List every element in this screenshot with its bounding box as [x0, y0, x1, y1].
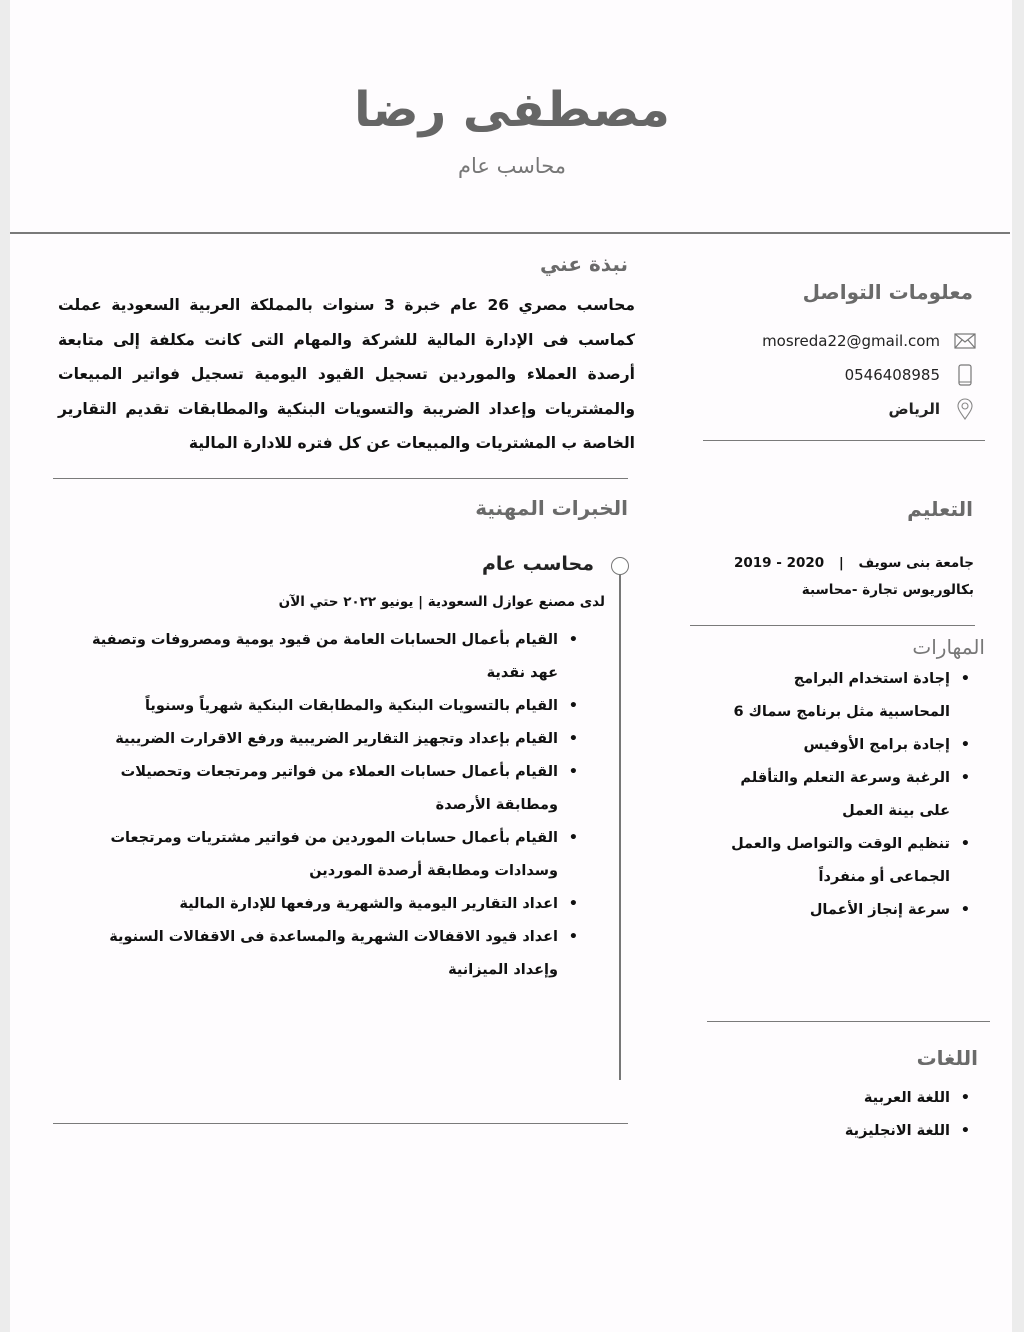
contact-phone[interactable]: 0546408985: [762, 358, 976, 392]
contact-email[interactable]: mosreda22@gmail.com: [762, 324, 976, 358]
skill-item: • الرغبة وسرعة التعلم والتأقلم على بينة العمل: [724, 762, 950, 828]
skills-list: [724, 663, 972, 927]
degree: بكالوريوس تجارة -محاسبة: [801, 582, 974, 598]
languages-heading: اللغات: [916, 1046, 978, 1070]
contact-location: الرياض: [762, 392, 976, 426]
skill-item: • إجادة استخدام البرامج المحاسبية مثل برنامج سماك 6: [724, 663, 950, 729]
education-divider: [690, 625, 975, 626]
experience-heading: الخبرات المهنية: [475, 496, 628, 520]
duty-item: • اعداد قيود الاقفالات الشهرية والمساعدة فى الاقفالات السنوية وإعداد الميزانية: [88, 921, 558, 987]
duty-item: • القيام بأعمال حسابات العملاء من فواتير ومرتجعات وتحصيلات ومطابقة الأرصدة: [88, 756, 558, 822]
envelope-icon: [954, 330, 976, 352]
duties-list: [88, 624, 580, 987]
contact-divider: [703, 440, 985, 441]
education-line: جامعة بنى سويف | 2019 - 2020: [734, 555, 974, 571]
skill-item: • تنظيم الوقت والتواصل والعمل الجماعى أو منفرداً: [724, 828, 950, 894]
duty-item: • اعداد التقارير اليومية والشهرية ورفعها للإدارة المالية: [88, 888, 558, 921]
languages-list: [845, 1082, 972, 1148]
phone-icon: [954, 364, 976, 386]
duty-item: • القيام بالتسويات البنكية والمطابقات البنكية شهرياً وسنوياً: [88, 690, 558, 723]
contact-heading: معلومات التواصل: [802, 280, 973, 304]
university: جامعة بنى سويف: [858, 555, 974, 571]
location-pin-icon: [954, 398, 976, 420]
skill-item: • سرعة إنجاز الأعمال: [724, 894, 950, 927]
education-heading: التعليم: [907, 497, 973, 521]
experience-divider: [53, 1123, 628, 1124]
education-years: 2019 - 2020: [734, 555, 825, 571]
skill-item: • إجادة برامج الأوفيس: [724, 729, 950, 762]
timeline-circle: [611, 557, 629, 575]
timeline-line: [619, 575, 621, 1080]
job-title: محاسب عام: [481, 553, 594, 575]
header-divider: [10, 232, 1010, 234]
candidate-title: محاسب عام: [457, 154, 567, 178]
about-divider: [53, 478, 628, 479]
duty-item: • القيام بإعداد وتجهيز التقارير الضريبية ورفع الاقرارت الضريبية: [88, 723, 558, 756]
duty-item: • القيام بأعمال الحسابات العامة من قيود يومية ومصروفات وتصفية عهد نقدية: [88, 624, 558, 690]
skills-heading: المهارات: [912, 635, 985, 659]
duty-item: • القيام بأعمال حسابات الموردين من فواتير مشتريات ومرتجعات وسدادات ومطابقة أرصدة الموردين: [88, 822, 558, 888]
contact-list: [762, 324, 976, 426]
company-line: لدى مصنع عوازل السعودية | يونيو ٢٠٢٢ حتي الآن: [278, 594, 605, 610]
candidate-name: مصطفى رضا: [354, 82, 670, 138]
about-text: محاسب مصري 26 عام خبرة 3 سنوات بالمملكة العربية السعودية عملت كماسب فى الإدارة المالية للشركة والمهام التى كانت مكلفة إلى متابعة أرصدة العملاء والموردين تسجيل القيود اليومية تسجيل فواتير المبيعات والمشتريات وإعداد الضريبة والتسويات البنكية والمطابقات تقديم التقارير الخاصة ب المشتريات والمبيعات عن كل فتره للادارة المالية: [58, 296, 635, 452]
language-item: • اللغة الانجليزية: [845, 1115, 950, 1148]
about-heading: نبذة عني: [539, 252, 628, 276]
language-item: • اللغة العربية: [845, 1082, 950, 1115]
skills-divider: [707, 1021, 990, 1022]
